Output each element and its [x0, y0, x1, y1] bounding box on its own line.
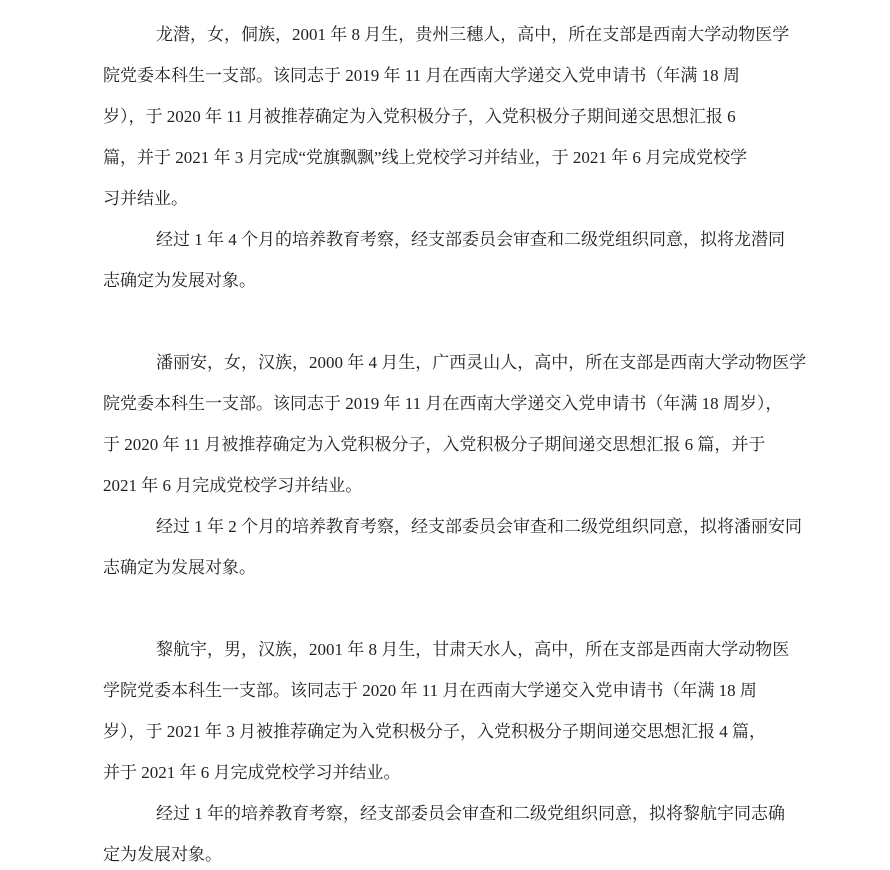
paragraph-lihangyu-profile [103, 629, 795, 793]
text-line: 习并结业。 [103, 189, 188, 208]
text-line: 黎航宇，男，汉族，2001 年 8 月生，甘肃天水人，高中，所在支部是西南大学动物医 [156, 640, 790, 659]
text-line: 岁），于 2020 年 11 月被推荐确定为入党积极分子，入党积极分子期间递交思想汇报 6 [103, 107, 736, 126]
text-line: 志确定为发展对象。 [103, 271, 256, 290]
paragraph-longqian-profile [103, 14, 795, 219]
text-line: 院党委本科生一支部。该同志于 2019 年 11 月在西南大学递交入党申请书（年满 18 周岁）， [103, 394, 783, 413]
text-line: 经过 1 年 2 个月的培养教育考察，经支部委员会审查和二级党组织同意，拟将潘丽安同 [156, 517, 802, 536]
text-line: 经过 1 年的培养教育考察，经支部委员会审查和二级党组织同意，拟将黎航宇同志确 [156, 804, 785, 823]
text-line: 龙潜，女，侗族，2001 年 8 月生，贵州三穗人，高中，所在支部是西南大学动物医学 [156, 25, 790, 44]
paragraph-panlian-profile [103, 342, 807, 506]
text-line: 经过 1 年 4 个月的培养教育考察，经支部委员会审查和二级党组织同意，拟将龙潜同 [156, 230, 785, 249]
paragraph-longqian-conclusion [103, 219, 795, 301]
text-line: 于 2020 年 11 月被推荐确定为入党积极分子，入党积极分子期间递交思想汇报 6 篇，并于 [103, 435, 766, 454]
paragraph-panlian-conclusion [103, 506, 802, 588]
text-line: 并于 2021 年 6 月完成党校学习并结业。 [103, 763, 401, 782]
text-line: 定为发展对象。 [103, 845, 222, 864]
text-line: 院党委本科生一支部。该同志于 2019 年 11 月在西南大学递交入党申请书（年满 18 周 [103, 66, 740, 85]
text-line: 志确定为发展对象。 [103, 558, 256, 577]
text-line: 潘丽安，女，汉族，2000 年 4 月生，广西灵山人，高中，所在支部是西南大学动物医学 [156, 353, 807, 372]
paragraph-lihangyu-conclusion [103, 793, 795, 870]
text-line: 岁），于 2021 年 3 月被推荐确定为入党积极分子，入党积极分子期间递交思想汇报 4 篇， [103, 722, 766, 741]
text-line: 学院党委本科生一支部。该同志于 2020 年 11 月在西南大学递交入党申请书（年满 18 周 [103, 681, 757, 700]
text-line: 2021 年 6 月完成党校学习并结业。 [103, 476, 363, 495]
text-line: 篇，并于 2021 年 3 月完成“党旗飘飘”线上党校学习并结业，于 2021 年 6 月完成党校学 [103, 148, 748, 167]
